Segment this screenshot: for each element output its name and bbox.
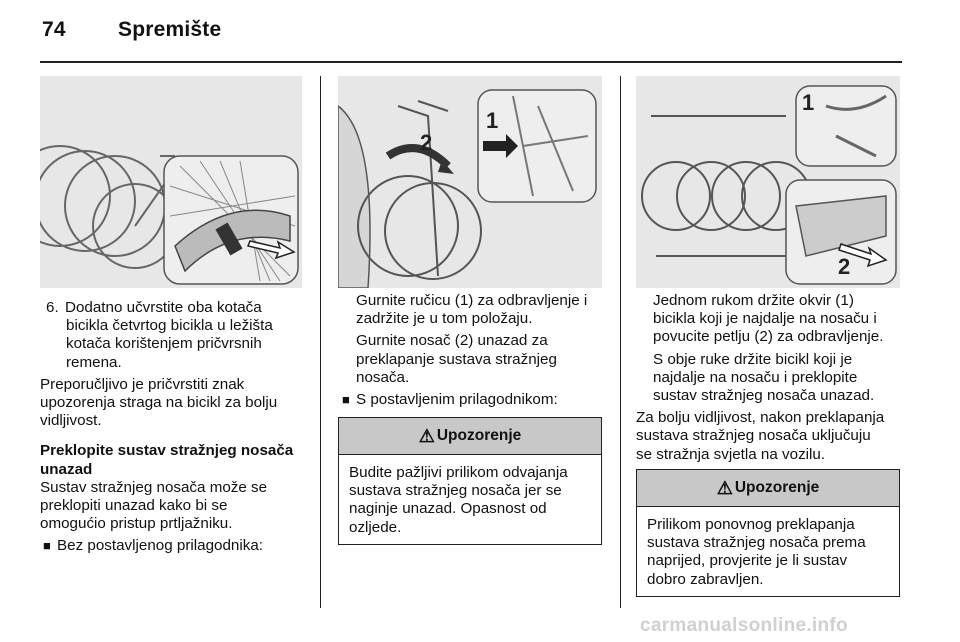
text-line: sustava stražnjeg nosača uključuju — [636, 427, 871, 445]
bullet-text: S postavljenim prilagodnikom: — [356, 391, 558, 409]
text-line: Preporučljivo je pričvrstiti znak — [40, 375, 245, 393]
instruction-paragraph — [653, 292, 908, 347]
square-bullet-icon: ■ — [342, 392, 350, 408]
warning-title: Upozorenje — [734, 479, 820, 496]
section-body — [40, 479, 312, 534]
warning-triangle-icon: ⚠ — [418, 425, 435, 446]
text-line: Sustav stražnjeg nosača može se — [40, 478, 268, 496]
warning-box — [636, 469, 900, 597]
text-line: naprijed, provjerite je li sustav — [647, 552, 848, 570]
column-divider-2 — [620, 76, 621, 608]
step-number: 6. — [46, 299, 59, 316]
visibility-paragraph — [636, 409, 908, 464]
text-line: Gurnite nosač (2) unazad za — [356, 332, 548, 350]
bullet-text: Bez postavljenog prilagodnika: — [57, 537, 264, 555]
bullet-item — [339, 391, 609, 409]
text-line: sustava stražnjeg nosača prema — [647, 534, 866, 552]
text-line: Za bolju vidljivost, nakon preklapanja — [636, 409, 885, 427]
figure2-label-1: 1 — [486, 108, 499, 133]
text-line: omogućio pristup prtljažniku. — [40, 515, 233, 533]
column-3 — [636, 292, 908, 464]
text-line: kotača korištenjem pričvrsnih — [66, 335, 262, 353]
figure-bicycle-strap — [40, 76, 302, 288]
text-line: Prilikom ponovnog preklapanja — [647, 516, 855, 533]
section-heading — [40, 442, 312, 478]
page-number: 74 — [42, 18, 66, 41]
warning-title: Upozorenje — [436, 427, 522, 444]
text-line: nosača. — [356, 368, 410, 386]
text-line: remena. — [66, 353, 122, 371]
figure-release-lever — [338, 76, 602, 288]
text-line: bicikla koji je najdalje na nosaču i — [653, 310, 877, 328]
text-line: povucite petlju (2) za odbravljenje. — [653, 328, 884, 346]
text-line: najdalje na nosaču i preklopite — [653, 368, 858, 386]
text-line: naginje unazad. Opasnost od — [349, 500, 547, 518]
text-line: se stražnja svjetla na vozilu. — [636, 445, 826, 463]
warning-header — [637, 470, 899, 507]
column-divider-1 — [320, 76, 321, 608]
figure2-label-2: 2 — [420, 130, 433, 155]
warning-body — [339, 455, 601, 546]
text-line: S obje ruke držite bicikl koji je — [653, 350, 853, 368]
column-1 — [40, 299, 312, 556]
page-title: Spremište — [118, 18, 222, 41]
text-line: sustav stražnjeg nosača unazad. — [653, 387, 875, 405]
text-line: dobro zabravljen. — [647, 570, 764, 588]
step-6-text — [65, 299, 312, 372]
square-bullet-icon: ■ — [43, 538, 51, 554]
text-line: Preklopite sustav stražnjeg nosača — [40, 442, 294, 460]
text-line: sustava stražnjeg nosača jer se — [349, 482, 562, 500]
instruction-paragraph — [356, 292, 609, 328]
text-line: ozljede. — [349, 518, 402, 536]
note-paragraph — [40, 376, 312, 431]
bullet-item — [40, 537, 312, 555]
figure3-label-1: 1 — [802, 90, 815, 115]
text-line: Jednom rukom držite okvir (1) — [653, 292, 854, 309]
text-line: bicikla četvrtog bicikla u ležišta — [66, 317, 273, 335]
text-line: upozorenja straga na bicikl za bolju — [40, 394, 278, 412]
text-line: zadržite je u tom položaju. — [356, 310, 533, 328]
header-rule — [40, 61, 902, 63]
warning-header — [339, 418, 601, 455]
text-line: preklopiti unazad kako bi se — [40, 497, 228, 515]
watermark: carmanualsonline.info — [640, 615, 848, 636]
figure3-label-2: 2 — [838, 254, 851, 279]
text-line: vidljivost. — [40, 412, 102, 430]
instruction-paragraph — [653, 351, 908, 406]
column-2 — [339, 292, 609, 409]
warning-triangle-icon: ⚠ — [716, 477, 733, 498]
text-line: Dodatno učvrstite oba kotača — [65, 299, 262, 316]
warning-body — [637, 507, 899, 598]
text-line: Budite pažljivi prilikom odvajanja — [349, 464, 568, 481]
instruction-paragraph — [356, 332, 609, 387]
warning-box — [338, 417, 602, 545]
text-line: Gurnite ručicu (1) za odbravljenje i — [356, 292, 588, 309]
text-line: preklapanje sustava stražnjeg — [356, 350, 557, 368]
text-line: unazad — [40, 460, 93, 478]
figure-tilt-loop — [636, 76, 900, 288]
